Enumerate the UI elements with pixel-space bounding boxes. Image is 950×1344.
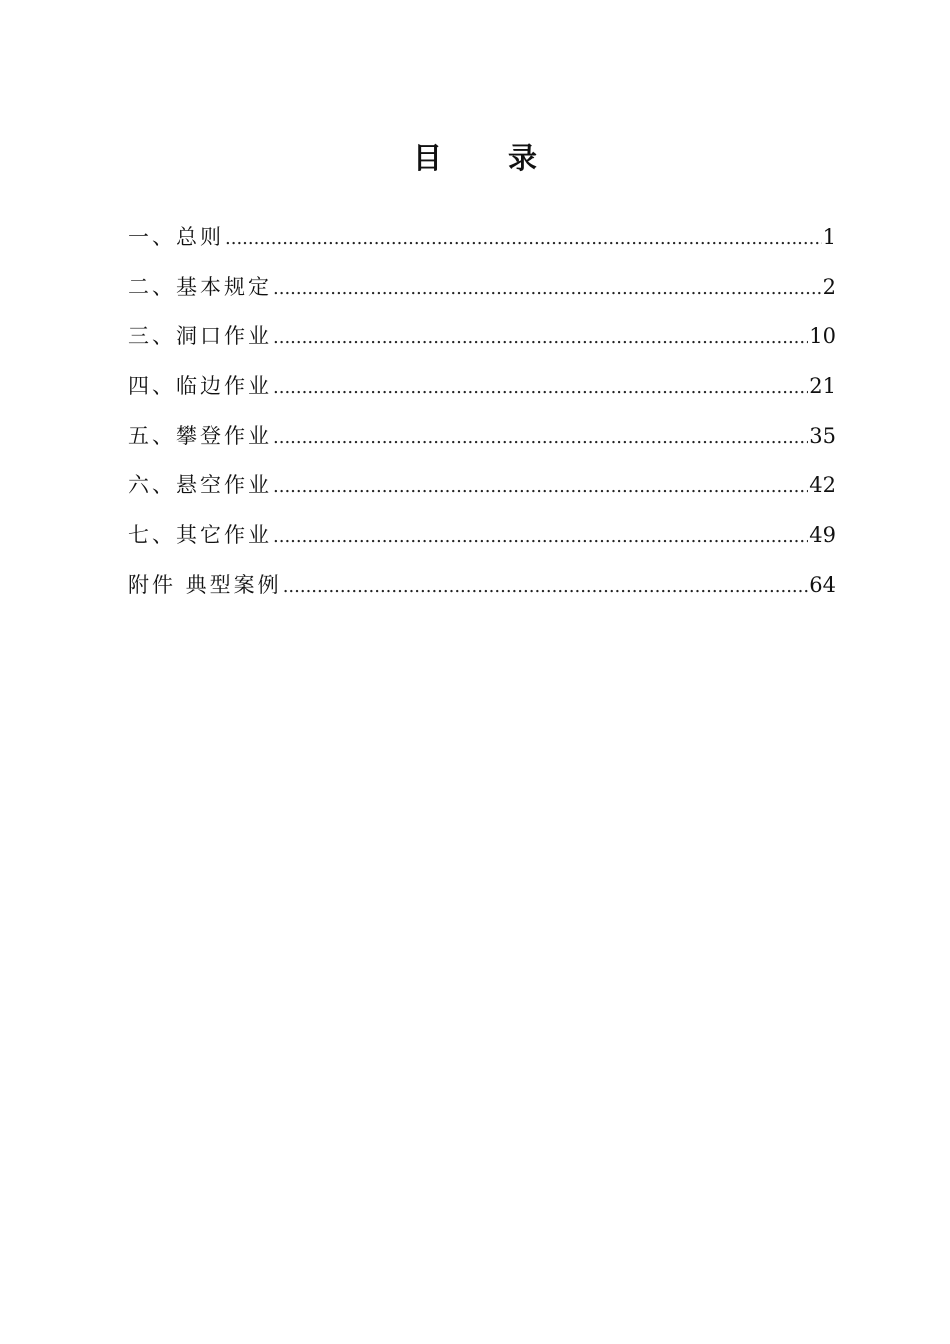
toc-entry-page: 49 [809,523,836,548]
toc-entry-page: 64 [809,572,836,597]
toc-title: 目 录 [412,141,566,175]
toc-entry-label: 三、洞口作业 [128,324,272,349]
toc-dot-leader [273,419,808,457]
toc-entry [128,268,836,318]
toc-entry-label: 二、基本规定 [128,274,272,299]
toc-entry [128,367,836,417]
toc-entry-page: 10 [809,324,836,349]
toc-entry-page: 2 [822,274,836,299]
toc-entry-label: 六、悬空作业 [128,473,272,498]
table-of-contents [128,218,836,616]
toc-dot-leader [225,220,822,258]
toc-entry-label: 七、其它作业 [128,523,272,548]
toc-dot-leader [283,568,809,606]
toc-entry-page: 35 [809,423,836,448]
toc-entry-label: 四、临边作业 [128,374,272,399]
toc-dot-leader [273,319,808,357]
toc-entry-label: 一、总则 [128,225,224,249]
toc-entry [128,317,836,367]
toc-entry-label: 附件 典型案例 [128,572,282,597]
toc-dot-leader [273,468,808,506]
toc-entry [128,417,836,467]
toc-entry [128,566,836,616]
toc-entry-page: 1 [822,225,836,249]
toc-entry [128,218,836,268]
toc-dot-leader [273,518,808,556]
toc-dot-leader [273,270,822,308]
toc-entry [128,466,836,516]
toc-dot-leader [273,369,808,407]
toc-entry-label: 五、攀登作业 [128,423,272,448]
toc-entry-page: 42 [809,473,836,498]
toc-entry [128,516,836,566]
toc-entry-page: 21 [809,374,836,399]
